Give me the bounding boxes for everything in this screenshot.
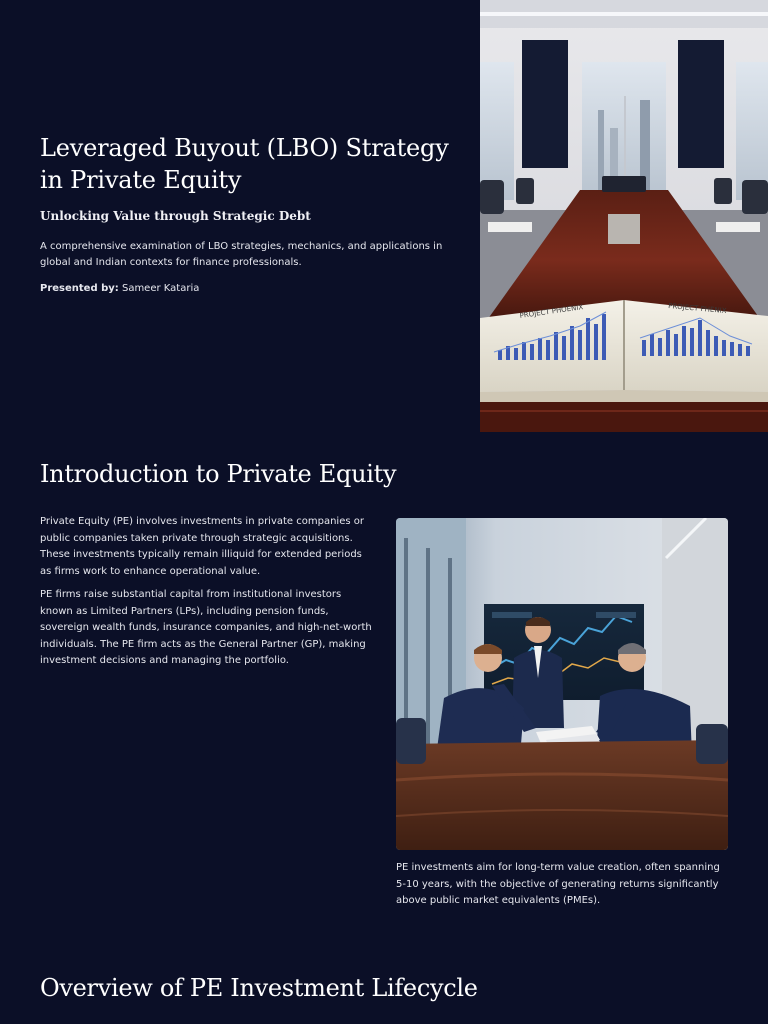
presentation-subtitle: Unlocking Value through Strategic Debt (40, 209, 311, 223)
intro-paragraph-1: Private Equity (PE) involves investments in private companies or public companies taken private through strategic acquisitions. These investments typically remain illiquid for extended periods as firms work to enhance operational value. (40, 516, 364, 577)
presenter-name: Sameer Kataria (121, 283, 200, 294)
intro-heading: Introduction to Private Equity (40, 460, 397, 488)
boardroom-image (480, 0, 768, 432)
presenter-line (40, 283, 199, 294)
presentation-description: A comprehensive examination of LBO strategies, mechanics, and applications in global and Indian contexts for finance professionals. (40, 241, 443, 268)
business-meeting-image (396, 518, 728, 850)
lifecycle-heading: Overview of PE Investment Lifecycle (40, 974, 478, 1002)
book-left-caption: PROJECT PHOENIX (519, 303, 584, 320)
intro-paragraph-3: PE investments aim for long-term value creation, often spanning 5-10 years, with the objective of generating returns significantly above public market equivalents (PMEs). (396, 862, 720, 906)
intro-paragraph-2: PE firms raise substantial capital from institutional investors known as Limited Partners (LPs), including pension funds, sovereign wealth funds, insurance companies, and high-net-worth individuals. The PE firm acts as the General Partner (GP), making investment decisions and managing the portfolio. (40, 589, 372, 666)
book-right-caption: PROJECT PHENIX (667, 302, 727, 316)
presentation-title: Leveraged Buyout (LBO) Strategy in Private Equity (40, 134, 449, 194)
presenter-label: Presented by: (40, 283, 119, 294)
